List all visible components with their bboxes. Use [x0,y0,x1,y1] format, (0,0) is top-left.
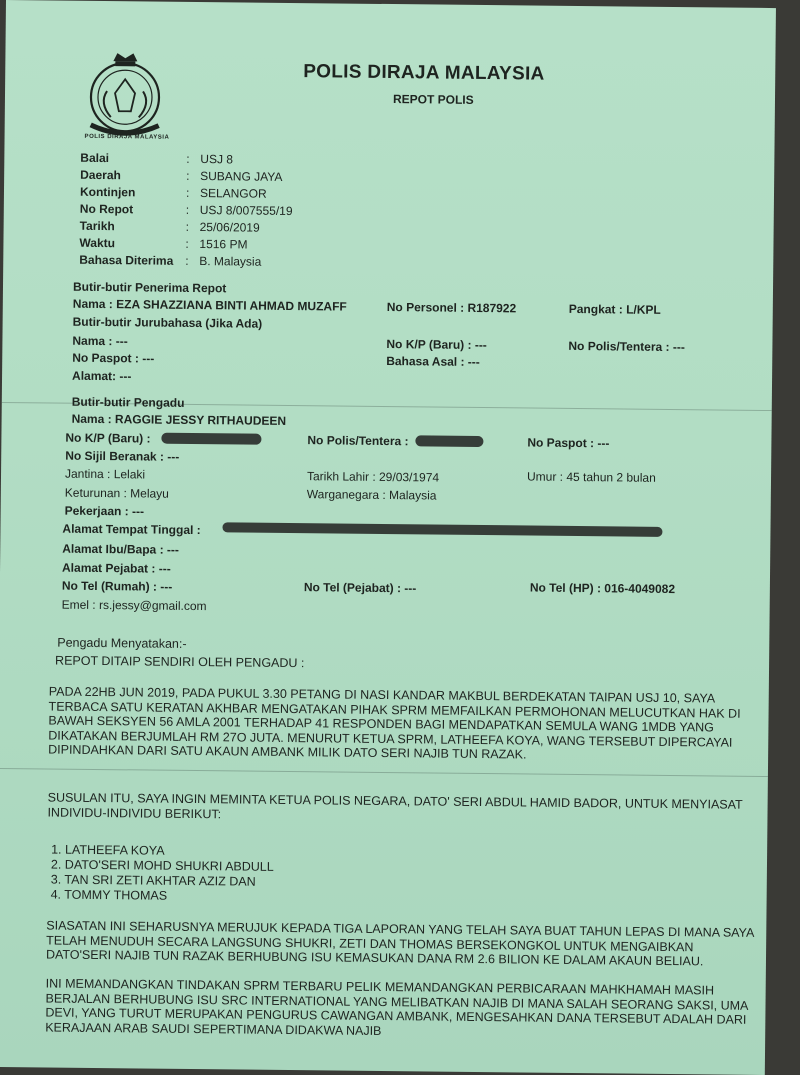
statement-note: REPOT DITAIP SENDIRI OLEH PENGADU : [55,653,305,671]
pengadu-tel-rumah: No Tel (Rumah) : --- [61,578,173,594]
meta-label: Kontinjen [79,184,136,200]
redaction-mark [222,522,662,537]
jurubahasa-nama: Nama : --- [72,333,128,349]
statement-paragraph-2 [47,790,757,826]
penerima-nama: Nama : EZA SHAZZIANA BINTI AHMAD MUZAFF [72,296,347,314]
section-jurubahasa: Butir-butir Jurubahasa (Jika Ada) [72,314,263,331]
pengadu-no-kp: No K/P (Baru) : [65,430,151,446]
paragraph-text: PADA 22HB JUN 2019, PADA PUKUL 3.30 PETANG DI NASI KANDAR MAKBUL BERDEKATAN TAIPAN USJ 10, SAYA TERBACA SATU KERATAN AKHBAR MENGATAKAN PIHAK SPRM MEMFAILKAN PERMOHONAN MELUCUTKAN HAK DI BAWAH SEKSYEN 56 AMLA 2001 TERHADAP 41 RESPONDEN BAGI MENDAPATKAN SEMULA WANG 1MDB YANG DIKATAKAN BERJUMLAH RM 27O JUTA. MENURUT KETUA SPRM, LATHEEFA KOYA, WANG TERSEBUT DIPERCAYAI DIPINDAHKAN DARI SATU AKAUN AMBANK MILIK DATO SERI NAJIB TUN RAZAK. [48,684,741,762]
pengadu-warganegara: Warganegara : Malaysia [306,487,437,503]
jurubahasa-no-polis: No Polis/Tentera : --- [568,338,685,355]
meta-value: 1516 PM [199,237,248,252]
pengadu-umur: Umur : 45 tahun 2 bulan [526,469,656,485]
paragraph-text: INI MEMANDANGKAN TINDAKAN SPRM TERBARU PELIK MEMANDANGKAN PERBICARAAN MAHKHAMAH MASIH BERJALAN BERHUBUNG ISU SRC INTERNATIONAL YANG MELIBATKAN NAJIB DI MANA SALAH SEORANG SAKSI, UMA DEVI, YANG TURUT MERUPAKAN PENGURUS CAWANGAN AMBANK, MENGESAHKAN DANA TERSEBUT ADALAH DARI KERAJAAN ARAB SAUDI SEPERTIMANA DIDAKWA NAJIB [45,976,748,1038]
meta-label: Bahasa Diterima [79,252,174,268]
org-title: POLIS DIRAJA MALAYSIA [303,61,545,85]
pengadu-alamat-ibubapa: Alamat Ibu/Bapa : --- [62,541,179,557]
meta-label: Daerah [80,167,121,183]
jurubahasa-alamat: Alamat: --- [71,368,132,384]
statement-heading: Pengadu Menyatakan:- [57,635,187,651]
pengadu-emel: Emel : rs.jessy@gmail.com [61,597,207,614]
pengadu-alamat-pejabat: Alamat Pejabat : --- [61,560,171,576]
paragraph-text: SIASATAN INI SEHARUSNYA MERUJUK KEPADA TIGA LAPORAN YANG TELAH SAYA BUAT TAHUN LEPAS DI MANA SAYA TELAH MENUDUH SECARA LANGSUNG SHUKRI, ZETI DAN THOMAS BERSEKONGKOL UNTUK MENGAIBKAN DATO'SERI NAJIB TUN RAZAK BERHUBUNG ISU KEMASUKAN DANA RM 2.6 BILION KE DALAM AKAUN BELIAU. [45,918,754,969]
list-item: 4. TOMMY THOMAS [50,887,168,903]
meta-label: Tarikh [79,218,115,234]
doc-title: REPOT POLIS [392,92,474,107]
meta-value: USJ 8 [200,152,234,167]
pengadu-tel-pejabat: No Tel (Pejabat) : --- [303,580,417,596]
meta-label: Waktu [79,235,116,251]
pengadu-tarikh-lahir: Tarikh Lahir : 29/03/1974 [306,469,440,485]
pengadu-keturunan: Keturunan : Melayu [64,485,169,501]
pengadu-pekerjaan: Pekerjaan : --- [64,503,145,519]
section-penerima: Butir-butir Penerima Repot [72,279,227,296]
pengadu-no-paspot: No Paspot : --- [527,435,610,451]
redaction-mark [415,435,483,447]
statement-paragraph-3 [46,918,756,969]
pengadu-alamat-tinggal: Alamat Tempat Tinggal : [62,521,201,538]
crest-text: POLIS DIRAJA MALAYSIA [84,133,170,141]
statement-paragraph-1 [48,684,759,764]
report-meta: Balai : USJ 8 Daerah : SUBANG JAYA Kontinjen : SELANGOR No Repot : USJ 8/007555/19 Tarikh : 25/06/2019 Waktu : 1516 PM Bahasa Diterima : B. Malaysia [79,150,293,269]
list-item: 2. DATO'SERI MOHD SHUKRI ABDULL [50,857,274,874]
penerima-pangkat: Pangkat : L/KPL [568,301,661,317]
pengadu-no-polis: No Polis/Tentera : [307,433,409,449]
meta-value: B. Malaysia [199,254,262,269]
section-pengadu: Butir-butir Pengadu [71,394,185,410]
redaction-mark [161,433,261,445]
list-item: 3. TAN SRI ZETI AKHTAR AZIZ DAN [50,872,256,889]
penerima-no-personel: No Personel : R187922 [386,300,517,316]
statement-paragraph-4 [45,976,756,1041]
list-item: 1. LATHEEFA KOYA [51,842,165,858]
pengadu-jantina: Jantina : Lelaki [64,466,146,482]
meta-value: USJ 8/007555/19 [199,203,293,219]
fold-line [0,768,768,777]
meta-label: No Repot [79,201,134,217]
pengadu-no-sijil: No Sijil Beranak : --- [65,448,180,464]
meta-label: Balai [80,150,110,166]
police-crest-icon [77,45,174,142]
meta-value: 25/06/2019 [199,220,260,235]
paragraph-text: SUSULAN ITU, SAYA INGIN MEMINTA KETUA POLIS NEGARA, DATO' SERI ABDUL HAMID BADOR, UNTUK MENYIASAT INDIVIDU-INDIVIDU BERIKUT: [47,790,743,821]
jurubahasa-no-paspot: No Paspot : --- [72,350,155,366]
jurubahasa-no-kp: No K/P (Baru) : --- [386,337,487,353]
pengadu-nama: Nama : RAGGIE JESSY RITHAUDEEN [71,411,287,428]
pengadu-tel-hp: No Tel (HP) : 016-4049082 [529,580,676,597]
meta-value: SELANGOR [199,186,267,201]
meta-value: SUBANG JAYA [200,169,283,184]
jurubahasa-bahasa-asal: Bahasa Asal : --- [386,354,480,369]
